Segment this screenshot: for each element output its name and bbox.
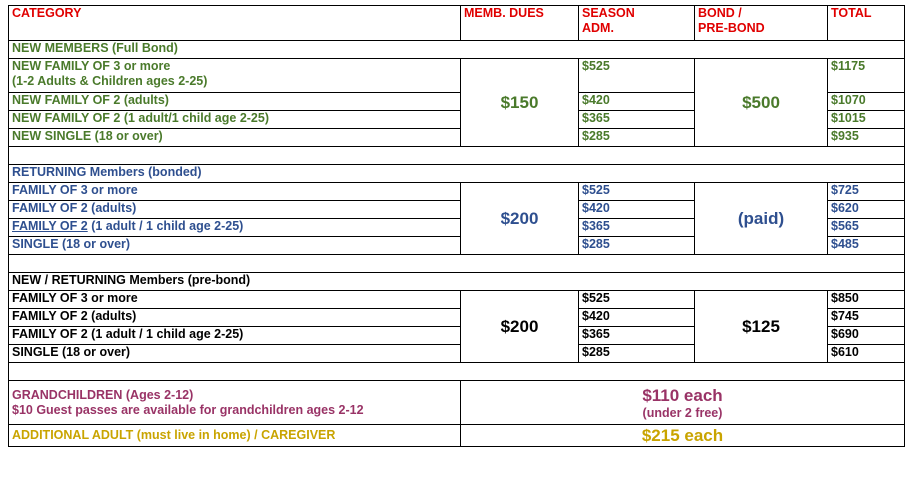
header-memb-dues: MEMB. DUES xyxy=(461,6,579,41)
section-title-row xyxy=(9,273,905,291)
header-total: TOTAL xyxy=(828,6,905,41)
total-value: $725 xyxy=(828,183,905,201)
row-category: FAMILY OF 3 or more xyxy=(9,183,461,201)
dues-value-new-members: $150 xyxy=(461,59,579,147)
row-category: FAMILY OF 2 (1 adult / 1 child age 2-25) xyxy=(9,327,461,345)
header-bond xyxy=(695,6,828,41)
row-category xyxy=(9,219,461,237)
spacer-cell xyxy=(9,363,905,381)
spacer-cell xyxy=(9,255,905,273)
total-value: $1015 xyxy=(828,111,905,129)
header-season-line1: SEASON xyxy=(582,6,635,20)
spacer-row xyxy=(9,255,905,273)
row-category-part2: (1 adult / 1 child age 2-25) xyxy=(87,219,244,233)
row-category: FAMILY OF 2 (adults) xyxy=(9,201,461,219)
row-category xyxy=(9,59,461,93)
total-value: $935 xyxy=(828,129,905,147)
bond-value-returning: (paid) xyxy=(695,183,828,255)
season-value: $525 xyxy=(579,183,695,201)
header-category: CATEGORY xyxy=(9,6,461,41)
row-category: SINGLE (18 or over) xyxy=(9,345,461,363)
grandchildren-note: (under 2 free) xyxy=(642,405,723,420)
header-season-line2: ADM. xyxy=(582,21,614,35)
row-category: NEW FAMILY OF 2 (adults) xyxy=(9,93,461,111)
grandchildren-label-line2: $10 Guest passes are available for grandchildren ages 2-12 xyxy=(12,402,364,417)
grandchildren-label xyxy=(9,381,461,425)
row-category-line1: NEW FAMILY OF 3 or more xyxy=(12,59,171,73)
row-category-part1: FAMILY OF 2 xyxy=(12,219,88,233)
total-value: $620 xyxy=(828,201,905,219)
row-category: NEW SINGLE (18 or over) xyxy=(9,129,461,147)
season-value: $285 xyxy=(579,345,695,363)
additional-adult-price: $215 each xyxy=(461,425,905,447)
total-value: $1175 xyxy=(828,59,905,93)
season-value: $420 xyxy=(579,309,695,327)
table-header-row xyxy=(9,6,905,41)
total-value: $745 xyxy=(828,309,905,327)
season-value: $285 xyxy=(579,237,695,255)
section-title-row xyxy=(9,165,905,183)
spacer-row xyxy=(9,363,905,381)
total-value: $690 xyxy=(828,327,905,345)
section-title-pre-bond: NEW / RETURNING Members (pre-bond) xyxy=(9,273,905,291)
row-category-line2: (1-2 Adults & Children ages 2-25) xyxy=(12,74,208,88)
header-bond-line1: BOND / xyxy=(698,6,742,20)
table-row xyxy=(9,183,905,201)
section-title-new-members: NEW MEMBERS (Full Bond) xyxy=(9,41,905,59)
season-value: $365 xyxy=(579,327,695,345)
spacer-cell xyxy=(9,147,905,165)
header-season-adm xyxy=(579,6,695,41)
row-category: FAMILY OF 3 or more xyxy=(9,291,461,309)
season-value: $365 xyxy=(579,111,695,129)
season-value: $525 xyxy=(579,59,695,93)
season-value: $420 xyxy=(579,201,695,219)
header-bond-line2: PRE-BOND xyxy=(698,21,765,35)
spacer-row xyxy=(9,147,905,165)
total-value: $485 xyxy=(828,237,905,255)
grandchildren-row xyxy=(9,381,905,425)
membership-fee-table xyxy=(8,5,905,447)
season-value: $420 xyxy=(579,93,695,111)
row-category: SINGLE (18 or over) xyxy=(9,237,461,255)
section-title-row xyxy=(9,41,905,59)
section-title-returning: RETURNING Members (bonded) xyxy=(9,165,905,183)
season-value: $365 xyxy=(579,219,695,237)
row-category: FAMILY OF 2 (adults) xyxy=(9,309,461,327)
dues-value-pre-bond: $200 xyxy=(461,291,579,363)
grandchildren-label-line1: GRANDCHILDREN (Ages 2-12) xyxy=(12,387,194,402)
season-value: $525 xyxy=(579,291,695,309)
bond-value-new-members: $500 xyxy=(695,59,828,147)
row-category: NEW FAMILY OF 2 (1 adult/1 child age 2-25) xyxy=(9,111,461,129)
total-value: $610 xyxy=(828,345,905,363)
total-value: $850 xyxy=(828,291,905,309)
total-value: $1070 xyxy=(828,93,905,111)
bond-value-pre-bond: $125 xyxy=(695,291,828,363)
table-row xyxy=(9,59,905,93)
additional-adult-row xyxy=(9,425,905,447)
grandchildren-price: $110 each xyxy=(642,385,723,405)
season-value: $285 xyxy=(579,129,695,147)
table-row xyxy=(9,291,905,309)
total-value: $565 xyxy=(828,219,905,237)
additional-adult-label: ADDITIONAL ADULT (must live in home) / CAREGIVER xyxy=(9,425,461,447)
dues-value-returning: $200 xyxy=(461,183,579,255)
grandchildren-price-cell xyxy=(461,381,905,425)
